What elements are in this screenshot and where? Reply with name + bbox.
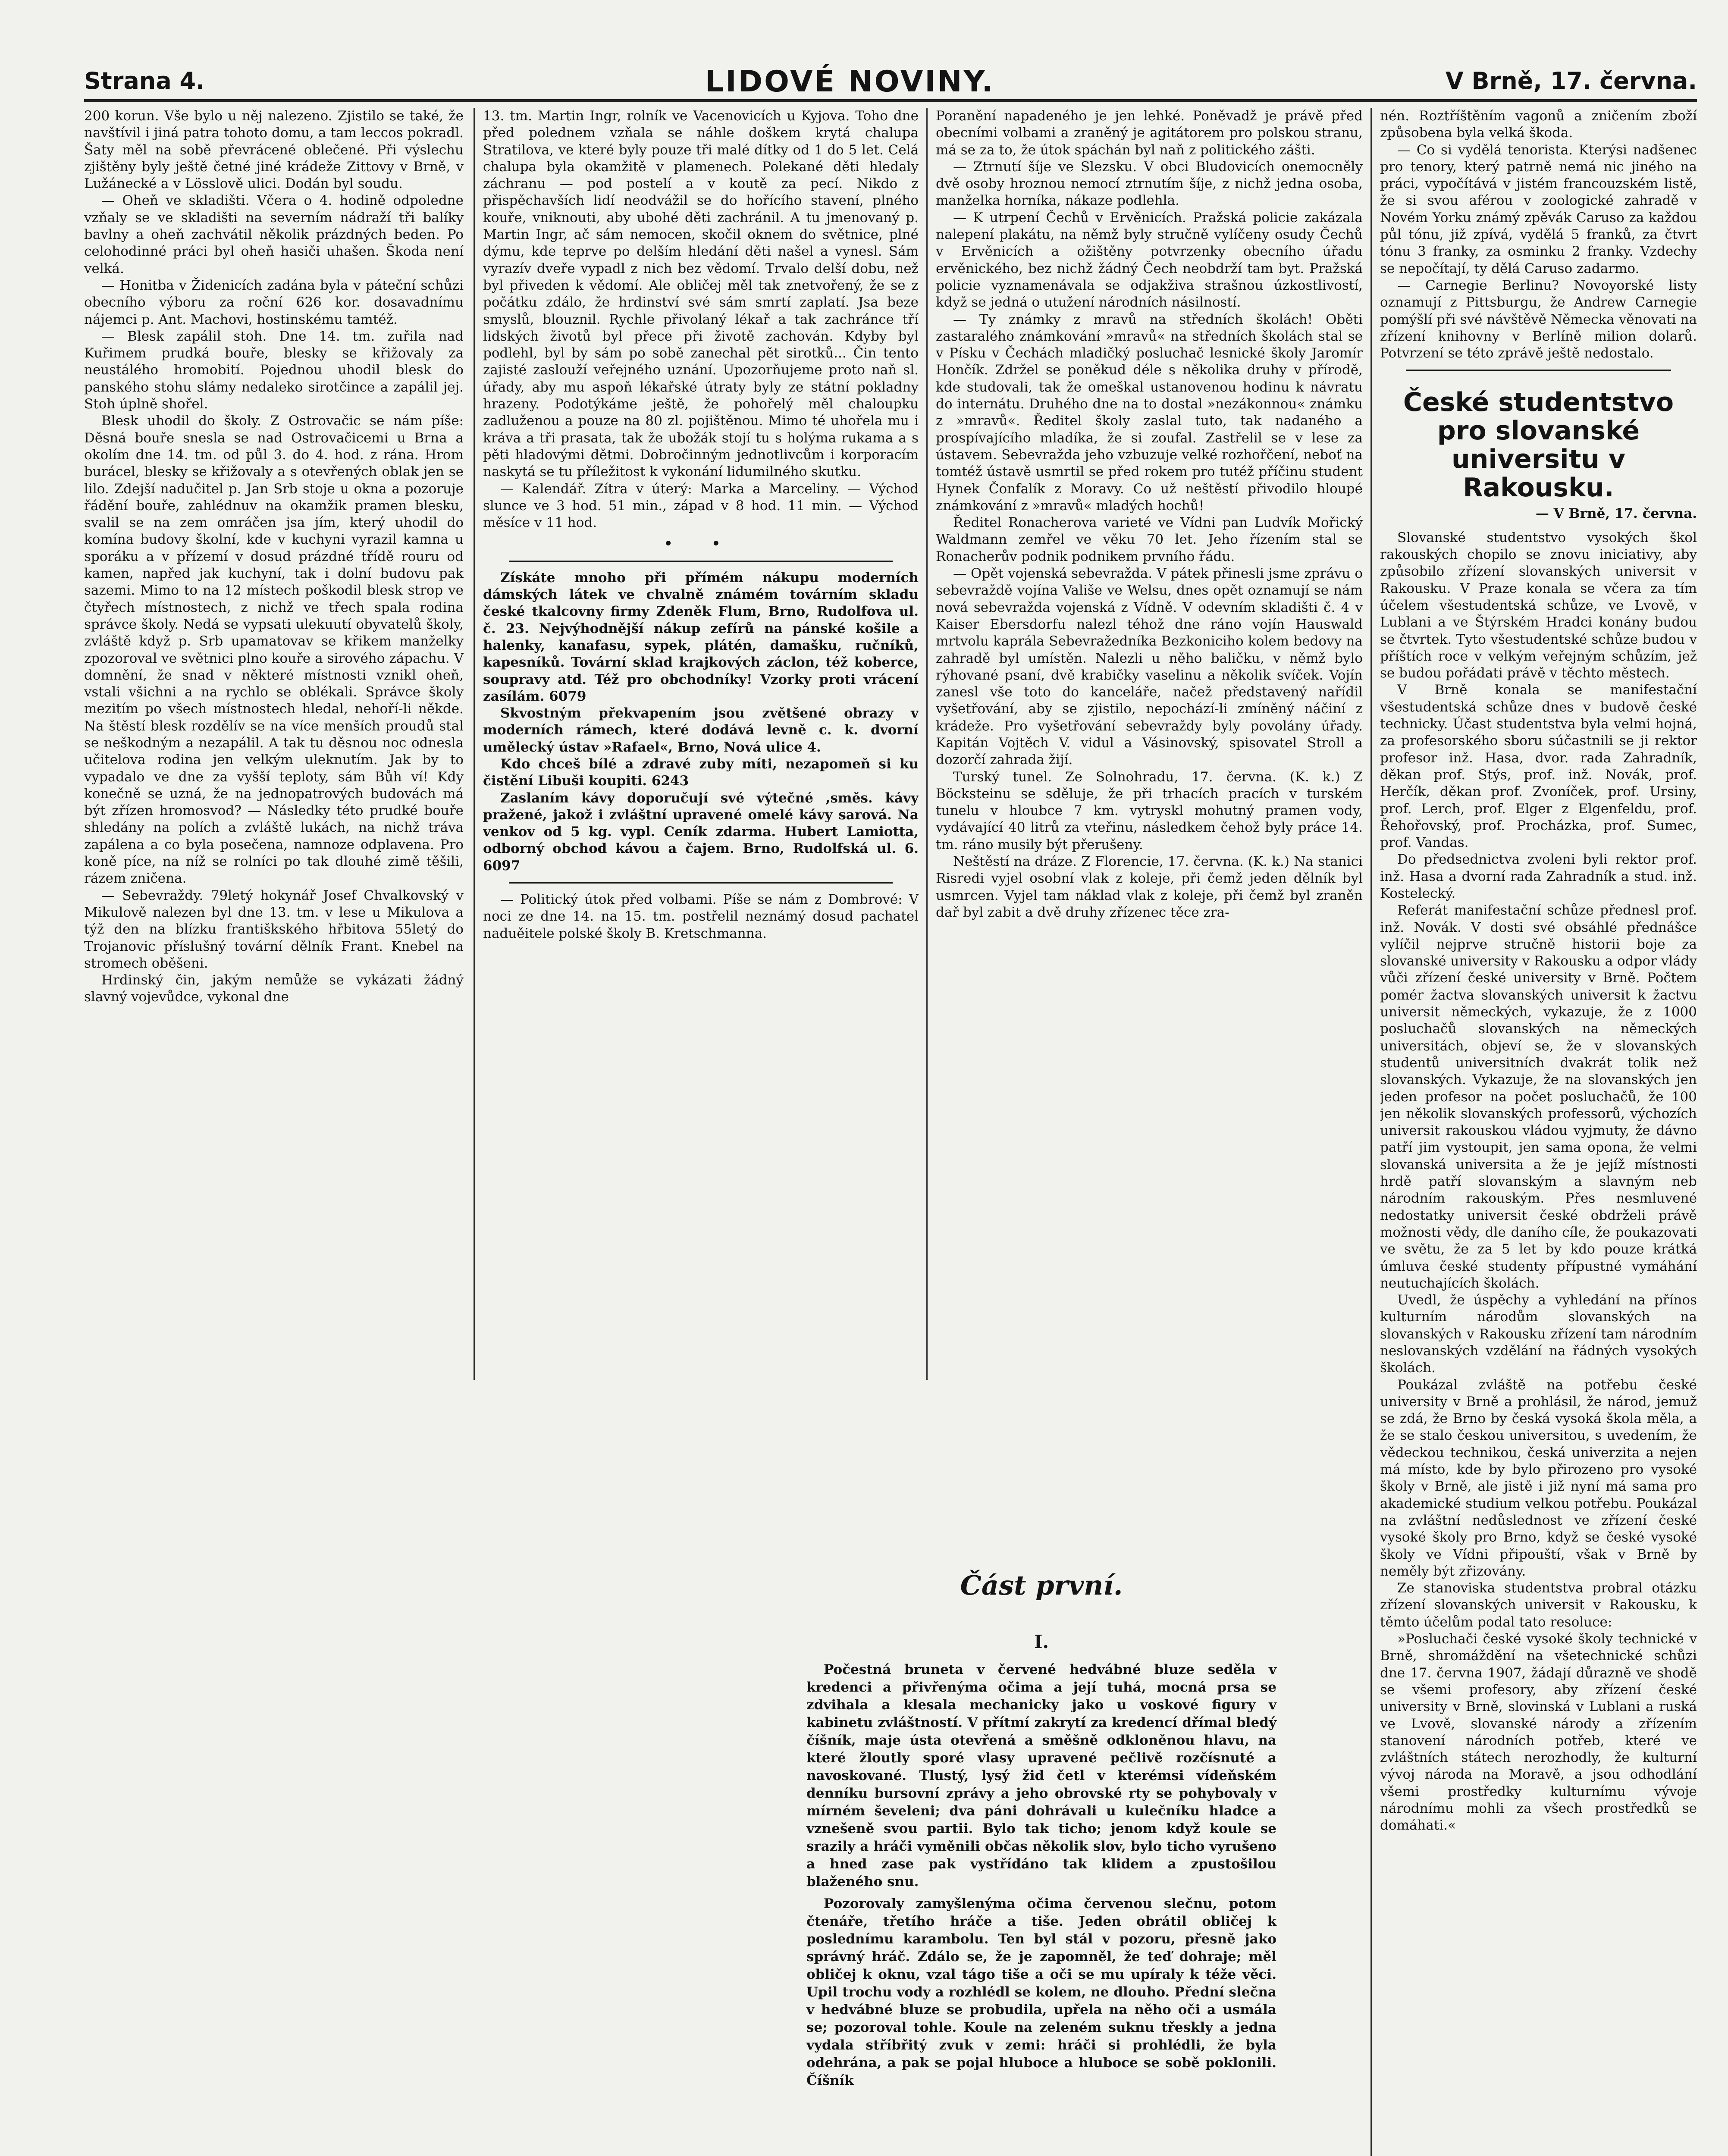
article-paragraph: — K utrpení Čechů v Ervěnicích. Pražská policie zakázala nalepení plakátu, na němž byly stručně vylíčeny osudy Čechů v Ervěnicích a ožištěny potvrzenky obecního úřadu ervěnického, bez nichž žádný Čech neobdrží tam byt. Pražská policie vyznamenávala se odjakživa strašnou úzkostlivostí, když se jedná o utužení národních násilností. — [936, 210, 1363, 310]
article-paragraph: — Kalendář. Zítra v úterý: Marka a Marceliny. — Východ slunce ve 3 hod. 51 min., západ v 8 hod. 11 min. — Východ měsíce v 11 hod. — [483, 481, 919, 531]
column-2 — [483, 108, 919, 1384]
column-4 — [1380, 108, 1697, 2156]
column-3 — [936, 108, 1363, 1384]
article-paragraph: Poranění napadeného je jen lehké. Poněvadž je právě před obecními volbami a zraněný je agitátorem pro polskou stranu, má se za to, že útok spáchán byl naň z politického zášti. — [936, 108, 1363, 158]
article-paragraph: Do předsednictva zvoleni byli rektor prof. inž. Hasa a dvorní rada Zahradník a stud. inž. Kostelecký. — [1380, 852, 1697, 901]
article-heading: České studentstvo pro slovanské universitu v Rakousku. — [1403, 387, 1674, 503]
article-paragraph: Hrdinský čin, jakým nemůže se vykázati žádný slavný vojevůdce, vykonal dne — [84, 972, 464, 1005]
ad-rule — [509, 561, 893, 562]
article-paragraph: Ze stanoviska studentstva probral otázku zřízení slovanských universit v Rakousku, k těmto účelům podal tato resoluce: — [1380, 1580, 1697, 1630]
column-divider — [926, 108, 928, 1380]
article-paragraph: Blesk uhodil do školy. Z Ostrovačic se nám píše: Děsná bouře snesla se nad Ostrovačicemi u Brna a okolím dne 14. tm. od půl 3. do 4. hod. z rána. Hrom burácel, blesky se křižovaly a s otevřených oblak jen se lilo. Zdejší nadučitel p. Jan Srb stoje u okna a pozoruje řádění bouře, zahlédnuv na okamžik pramen blesku, svalil se na zem omráčen jsa jím, který uhodil do komína budovy školní, kde v kuchyni vyrazil kamna u sporáku a v přízemí v dosud prázdné třídě rouru od kamen, napřed jak kuchyní, tak i dolní budovu pak sazemi. Mimo to na 12 místech poškodil blesk strop ve čtyřech místnostech, z nichž ve třech spala rodina správce školy. Nedá se vypsati ulekuutí obyvatelů školy, zvláště když p. Srb upamatovav se křikem manželky zpozoroval ve světnici plno kouře a sirového zápachu. V domnění, že snad v některé místnosti vznikl oheň, vstali všichni a na rychlo se oblékali. Správce školy mezitím po všech místnostech hledal, nehoří-li někde. Na štěstí blesk rozdělív se na více menších proudů stal se neškodným a nezapálil. A tak tu děsnou noc odnesla učitelova rodina jen velkým uleknutím. Jak by to vypadalo ve dne za vyšší teploty, sám Bůh ví! Kdy konečně se uzná, že na jednopatrových budovách má být zřízen hromosvod? — Následky této prudké bouře shledány na polích a zvláště lukách, na nichž tráva zapálena a co byla posečena, namnoze odplavena. Pro koně píce, na níž se rolníci po tak dlouhé zimě těšili, rázem zničena. — [84, 413, 464, 887]
serial-paragraph: Pozorovaly zamyšlenýma očima červenou slečnu, potom čtenáře, třetího hráče a tiše. Jeden obrátil obličej k poslednímu karambolu. Ten byl stál v pozoru, přesně jako správný hráč. Zdálo se, že je zapomněl, že teď dohraje; měl obličej k oknu, vzal tágo tiše a oči se mu upíraly k téže věci. Upil trochu vody a rozhlédl se kolem, ne dlouho. Přední slečna v hedvábné bluze se probudila, upřela na něho oči a usmála se; pozoroval tohle. Koule na zeleném suknu třeskly a jedna vydala stříbřitý zvuk v zemi: hráči si prohlédli, že byla odehrána, a pak se pojal hluboce a hluboce se sobě poklonili. Číšník — [806, 1896, 1276, 2088]
article-paragraph: Poukázal zvláště na potřebu české university v Brně a prohlásil, že národ, jemuž se zdá, že Brno by česká vysoká škola měla, a že se stalo českou universitou, s uvedením, že vědeckou technikou, česká univerzita a nejen má místo, kde by bylo přirozeno pro vysoké školy v Brně, ale jistě i již nyní má sama pro akademické studium velkou potřebu. Poukázal na zvláštní nedůslednost ve zřízení české vysoké školy pro Brno, když se české vysoké školy ve Vídni připouští, však v Brně by neměly být zřizovány. — [1380, 1377, 1697, 1579]
article-paragraph: — Carnegie Berlinu? Novoyorské listy oznamují z Pittsburgu, že Andrew Carnegie pomýšlí při své návštěvě Německa věnovati na zřízení knihovny v Berlíně milion dolarů. Potvrzení se této zprávě ještě nedostalo. — [1380, 277, 1697, 361]
serial-novel — [806, 1570, 1276, 2090]
article-paragraph: — Politický útok před volbami. Píše se nám z Dombrové: V noci ze dne 14. na 15. tm. postřelil neznámý dosud pachatel naduěitele polské školy B. Kretschmanna. — [483, 892, 919, 941]
article-paragraph: — Blesk zapálil stoh. Dne 14. tm. zuřila nad Kuřimem prudká bouře, blesky se křižovaly za neustálého hromobití. Pojednou uhodil blesk do panského stohu slámy nedaleko sirotčince a zapálil jej. Stoh úplně shořel. — [84, 328, 464, 412]
serial-paragraph: Počestná bruneta v červené hedvábné bluze seděla v kredenci a přivřenýma očima a její tuhá, mocná prsa se zdvihala a klesala mechanicky jako u voskové figury v kabinetu zvláštností. V přítmí zakrytí za kredencí dřímal bledý číšník, maje ústa otevřená a směšně odkloněnou hlavu, na které žloutly sporé vlasy upravené pečlivě rozčísnuté a navoskované. Tlustý, lysý žid četl v kterémsi vídeňském denníku bursovní zprávy a jeho obrovské rty se pohybovaly v mírném ševeleni; dva páni dohrávali u kulečníku hladce a vznešeně svou partii. Bylo tak ticho; jenom když koule se srazily a hráči vyměnili občas několik slov, bylo ticho vyrušeno a hned zase pak vystřídáno tak klidem a zpustošilou blaženého snu. — [806, 1662, 1276, 1890]
article-paragraph: — Opět vojenská sebevražda. V pátek přinesli jsme zprávu o sebevraždě vojína Vališe ve Welsu, dnes opět oznamují se nám nová sebevražda vojenská z Vídně. V odevním skladišti č. 4 v Kaiser Ebersdorfu nalezl téhož dne ráno vojín Hauswald mrtvolu kaprála Sebevražedníka Bezkoniciho kolem bedovy na zahradě byl umístěn. Nalezli u něho baličku, v němž bylo rýhované psaní, dvě krabičky vaselinu a několik svíček. Vojín zanesl vše toto do kanceláře, načež představený nařídil vyšetřování, aby se zjistilo, nepochází-li zmíněný náčiní z krádeže. Pro vyšetřování sebevraždy byly povolány úřady. Kapitán Vojtěch V. vidul a Vásinovský, spisovatel Stroll a dozorčí zahrada žijí. — [936, 566, 1363, 768]
advertisement: Kdo chceš bílé a zdravé zuby míti, nezapomeň si ku čistění Libuši koupiti. 6243 — [483, 756, 919, 789]
page-number: Strana 4. — [84, 67, 205, 94]
chapter-number: I. — [1034, 1631, 1049, 1652]
advertisement: Zaslaním kávy doporučují své výtečné ,směs. kávy pražené, jakož i zvláštní upravené omelé kávy sarová. Na venkov od 5 kg. vypl. Ceník zdarma. Hubert Lamiotta, odborný obchod kávou a čajem. Brno, Rudolfská ul. 6. 6097 — [483, 790, 919, 874]
page-header — [84, 65, 1697, 102]
advertisement: Skvostným překvapením jsou zvětšené obrazy v moderních rámech, které dodává levně c. k. dvorní umělecký ústav »Rafael«, Brno, Nová ulice 4. — [483, 705, 919, 755]
issue-date: V Brně, 17. června. — [1445, 67, 1697, 94]
article-paragraph: — Ty známky z mravů na středních školách! Oběti zastaralého známkování »mravů« na středních školách stal se v Písku v Čechách mladičký posluchač lesnické školy Jaromír Hončík. Zdržel se poněkud déle s několika druhy v přírodě, kde studovali, tak že omeškal ustanovenou hodinu k návratu do internátu. Druhého dne na to dostal »nezákonnou« známku z »mravů«. Ředitel školy zaslal tuto, tak nadaného a prospívajícího mladíka, že si zoufal. Zastřelil se v lese za ústavem. Sebevražda jeho vzbuzuje velké rozhořčení, neboť na tomtéž ústavě usmrtil se před rokem pro tutéž příčinu student Hynek Čonfalík z Moravy. Co už neštěstí přivodilo hloupé známkování z »mravů« mladých hochů! — [936, 311, 1363, 514]
article-paragraph: Slovanské studentstvo vysokých škol rakouských chopilo se znovu iniciativy, aby způsobilo zřízení slovanských universit v Rakousku. V Praze konala se včera za tím účelem všestudentská schůze, ve Lvově, v Lublani a ve Štýrském Hradci konány budou se čtvrtek. Tyto všestudentské schůze budou v příštích roce v velkým veřejným schůzím, jež se budou pořádati právě v těchto městech. — [1380, 530, 1697, 681]
column-divider — [1370, 108, 1372, 2156]
article-dateline: — V Brně, 17. června. — [1535, 506, 1697, 522]
article-paragraph: Turský tunel. Ze Solnohradu, 17. června. (K. k.) Z Böcksteinu se sděluje, že při trhacích pracích v turském tunelu v hloubce 7 km. vytryskl mohutný pramen vody, vydávající 40 litrů za vteřinu, následkem čehož byly práce 14. tm. ráno musily být přerušeny. — [936, 769, 1363, 852]
article-paragraph: Uvedl, že úspěchy a vyhledání na přínos kulturním národům slovanských na slovanských v Rakousku zřízení tam národním neslovanských vzdělání na řádných vysokých školách. — [1380, 1292, 1697, 1376]
article-paragraph: — Honitba v Židenicích zadána byla v páteční schůzi obecního výboru za roční 626 kor. dosavadnímu nájemci p. Ant. Machovi, hostinskému tamtéž. — [84, 277, 464, 327]
article-paragraph: Ředitel Ronacherova varieté ve Vídni pan Ludvík Mořický Waldmann zemřel ve věku 70 let. Jeho řízením stal se Ronacherův podnik podnikem prvního řádu. — [936, 515, 1363, 564]
column-1 — [84, 108, 464, 1384]
ad-rule — [509, 882, 893, 884]
article-paragraph: Referát manifestační schůze přednesl prof. inž. Novák. V dosti své obsáhlé přednášce vylíčil nejprve stručně historii boje za slovanské university v Rakousku a odpor vlády vůči zřízení české university v Brně. Počtem pomér žactva slovanských universit k žactvu universit německých, vykazuje, že z 1000 posluchačů slovanských na německých universitách, objeví se, že v slovanských studentů universitních dvakrát tolik než slovanských. Vykazuje, že na slovanských jen jeden profesor na počet posluchačů, že 100 jen několik slovanských professorů, výchozích universit rakouskou vládou vyjmuty, že dávno patří jim vystoupit, jen sama opona, že velmi slovanská universita a že je jejíž místnosti hrdě patří slovanským a slavným neb národním rakouským. Přes nesmluvené nedostatky universit české obdrželi právě možnosti vědy, dle daního cíle, že poukazovati ve světu, že za 5 let by kdo pouze krátká úmluva české studenty přípustné vymáhání neutuchajících školách. — [1380, 903, 1697, 1291]
article-paragraph: »Posluchači české vysoké školy technické v Brně, shromáždění na všetechnické schůzi dne 17. června 1907, žádají důrazně ve shodě se všemi profesory, aby zřízení české university v Brně, slovinská v Lublani a ruská ve Lvově, slovanské národy a zřízením stanovení národních potřeb, které ve zvláštních státech nerozhodly, že kulturní vývoj národa na Moravě, a jsou odhodlání všemi prostředky kulturnímu vývoje národnímu mohli za všech prostředků se domáhati.« — [1380, 1631, 1697, 1833]
article-paragraph: 13. tm. Martin Ingr, rolník ve Vacenovicích u Kyjova. Toho dne před polednem vzňala se náhle doškem krytá chalupa Stratilova, ve které byly pouze tři malé dítky od 1 do 5 let. Celá chalupa byla okamžitě v plamenech. Polekané děti hledaly záchranu — pod postelí a v koutě za pecí. Nikdo z přispěchavších lidí neodvážil se do hořícího stavení, plného kouře, vniknouti, aby ubohé děti zachránil. A tu jmenovaný p. Martin Ingr, ač sám nemocen, skočil oknem do světnice, plné dýmu, kde teprve po delším hledání děti našel a vynesl. Sám vyrazív dveře vypadl z nich bez vědomí. Trvalo delší dobu, než byl přiveden k vědomí. Ale obličej měl tak znetvořený, že se z počátku zdálo, že hrdinství své sám smrtí zaplatí. Jsa beze smyslů, blouznil. Rychle přivolaný lékař a tak zachránce tří lidských životů byl přece při životě zachován. Kdyby byl podlehl, byl by sám po sobě zanechal pět sirotků... Čin tento zajisté zaslouží veřejného uznání. Upozorňujeme proto naň sl. úřady, aby mu aspoň lékařské útraty byly ze státní pokladny hrazeny. Podotýkáme ještě, že pohořelý měl chaloupku zadluženou a pouze na 80 zl. pojištěnou. Mimo té uhořela mu i kráva a tři prasata, tak že ubožák stojí tu s holýma rukama a s pěti hladovými dětmi. Dobročinným jednotlivcům i korporacím naskytá se tu příležitost k vykonání lidumilného skutku. — [483, 108, 919, 480]
advertisement: Získáte mnoho při přímém nákupu moderních dámských látek ve chvalně známém továrním skladu české tkalcovny firmy Zdeněk Flum, Brno, Rudolfova ul. č. 23. Nejvýhodnější nákup zefírů na pánské košile a halenky, kanafasu, sypek, plátén, damašku, ručníků, kapesníků. Tovární sklad krajkových záclon, též koberce, soupravy atd. Též pro obchodníky! Vzorky proti vrácení zasílám. 6079 — [483, 570, 919, 704]
article-paragraph: — Oheň ve skladišti. Včera o 4. hodině odpoledne vzňaly se ve skladišti na severním nádraží tři balíky bavlny a oheň zachvátil několik prázdných beden. Po celohodinné práci byl oheň hasiči uhašen. Škoda není velká. — [84, 193, 464, 276]
article-paragraph: — Ztrnutí šíje ve Slezsku. V obci Bludovicích onemocněly dvě osoby hroznou nemocí ztrnutím šíje, z nichž jedna osoba, manželka horníka, nákaze podlehla. — [936, 159, 1363, 209]
article-paragraph: — Co si vydělá tenorista. Kterýsi nadšenec pro tenory, který patrně nemá nic jiného na práci, vypočítává v jistém francouzském listě, že si svou aférou v zoologické zahradě v Novém Yorku známý zpěvák Caruso za každou půl tónu, již zpívá, vydělá 5 franků, za čtvrt tónu 3 franky, za osminku 2 franky. Vzdechy se nepočítají, ty dělá Caruso zadarmo. — [1380, 142, 1697, 276]
serial-title: Část první. — [960, 1570, 1123, 1601]
article-paragraph: 200 korun. Vše bylo u něj nalezeno. Zjistilo se také, že navštívil i jiná patra tohoto domu, a tam leccos pokradl. Šaty měl na sobě převrácené oblečené. Při výslechu zjištěny byly ještě četné jiné krádeže Zittovy v Brně, v Lužánecké a v Lösslově ulici. Dodán byl soudu. — [84, 108, 464, 192]
column-divider — [474, 108, 475, 1380]
article-paragraph: nén. Roztříštěním vagonů a zničením zboží způsobena byla velká škoda. — [1380, 108, 1697, 141]
article-paragraph: — Sebevraždy. 79letý hokynář Josef Chvalkovský v Mikulově nalezen byl dne 13. tm. v lese u Mikulova a týž den na blízku františkského hřbitova 55letý do Trojanovic příslušný tovární dělník Frant. Knebel na stromech oběšeni. — [84, 887, 464, 971]
section-separator: • • — [664, 536, 738, 552]
section-rule — [1406, 370, 1671, 371]
article-paragraph: Neštěstí na dráze. Z Florencie, 17. června. (K. k.) Na stanici Risredi vyjel osobní vlak z koleje, při čemž jeden dělník byl usmrcen. Vyjel tam náklad vlak z koleje, při čemž byl zraněn dař byl zabit a dvě druhy zřízenec těce zra- — [936, 854, 1363, 920]
article-paragraph: V Brně konala se manifestační všestudentská schůze dnes v budově české technicky. Účast studentstva byla velmi hojná, za profesorského sboru súčastnili se ji rektor profesor inž. Hasa, dvor. rada Zahradník, děkan prof. Stýs, prof. inž. Novák, prof. Herčík, děkan prof. Zvoníček, prof. Ursiny, prof. Lerch, prof. Elger z Elgenfeldu, prof. Řehořovský, prof. Procházka, prof. Sumec, prof. Vandas. — [1380, 682, 1697, 851]
masthead: LIDOVÉ NOVINY. — [705, 65, 995, 99]
